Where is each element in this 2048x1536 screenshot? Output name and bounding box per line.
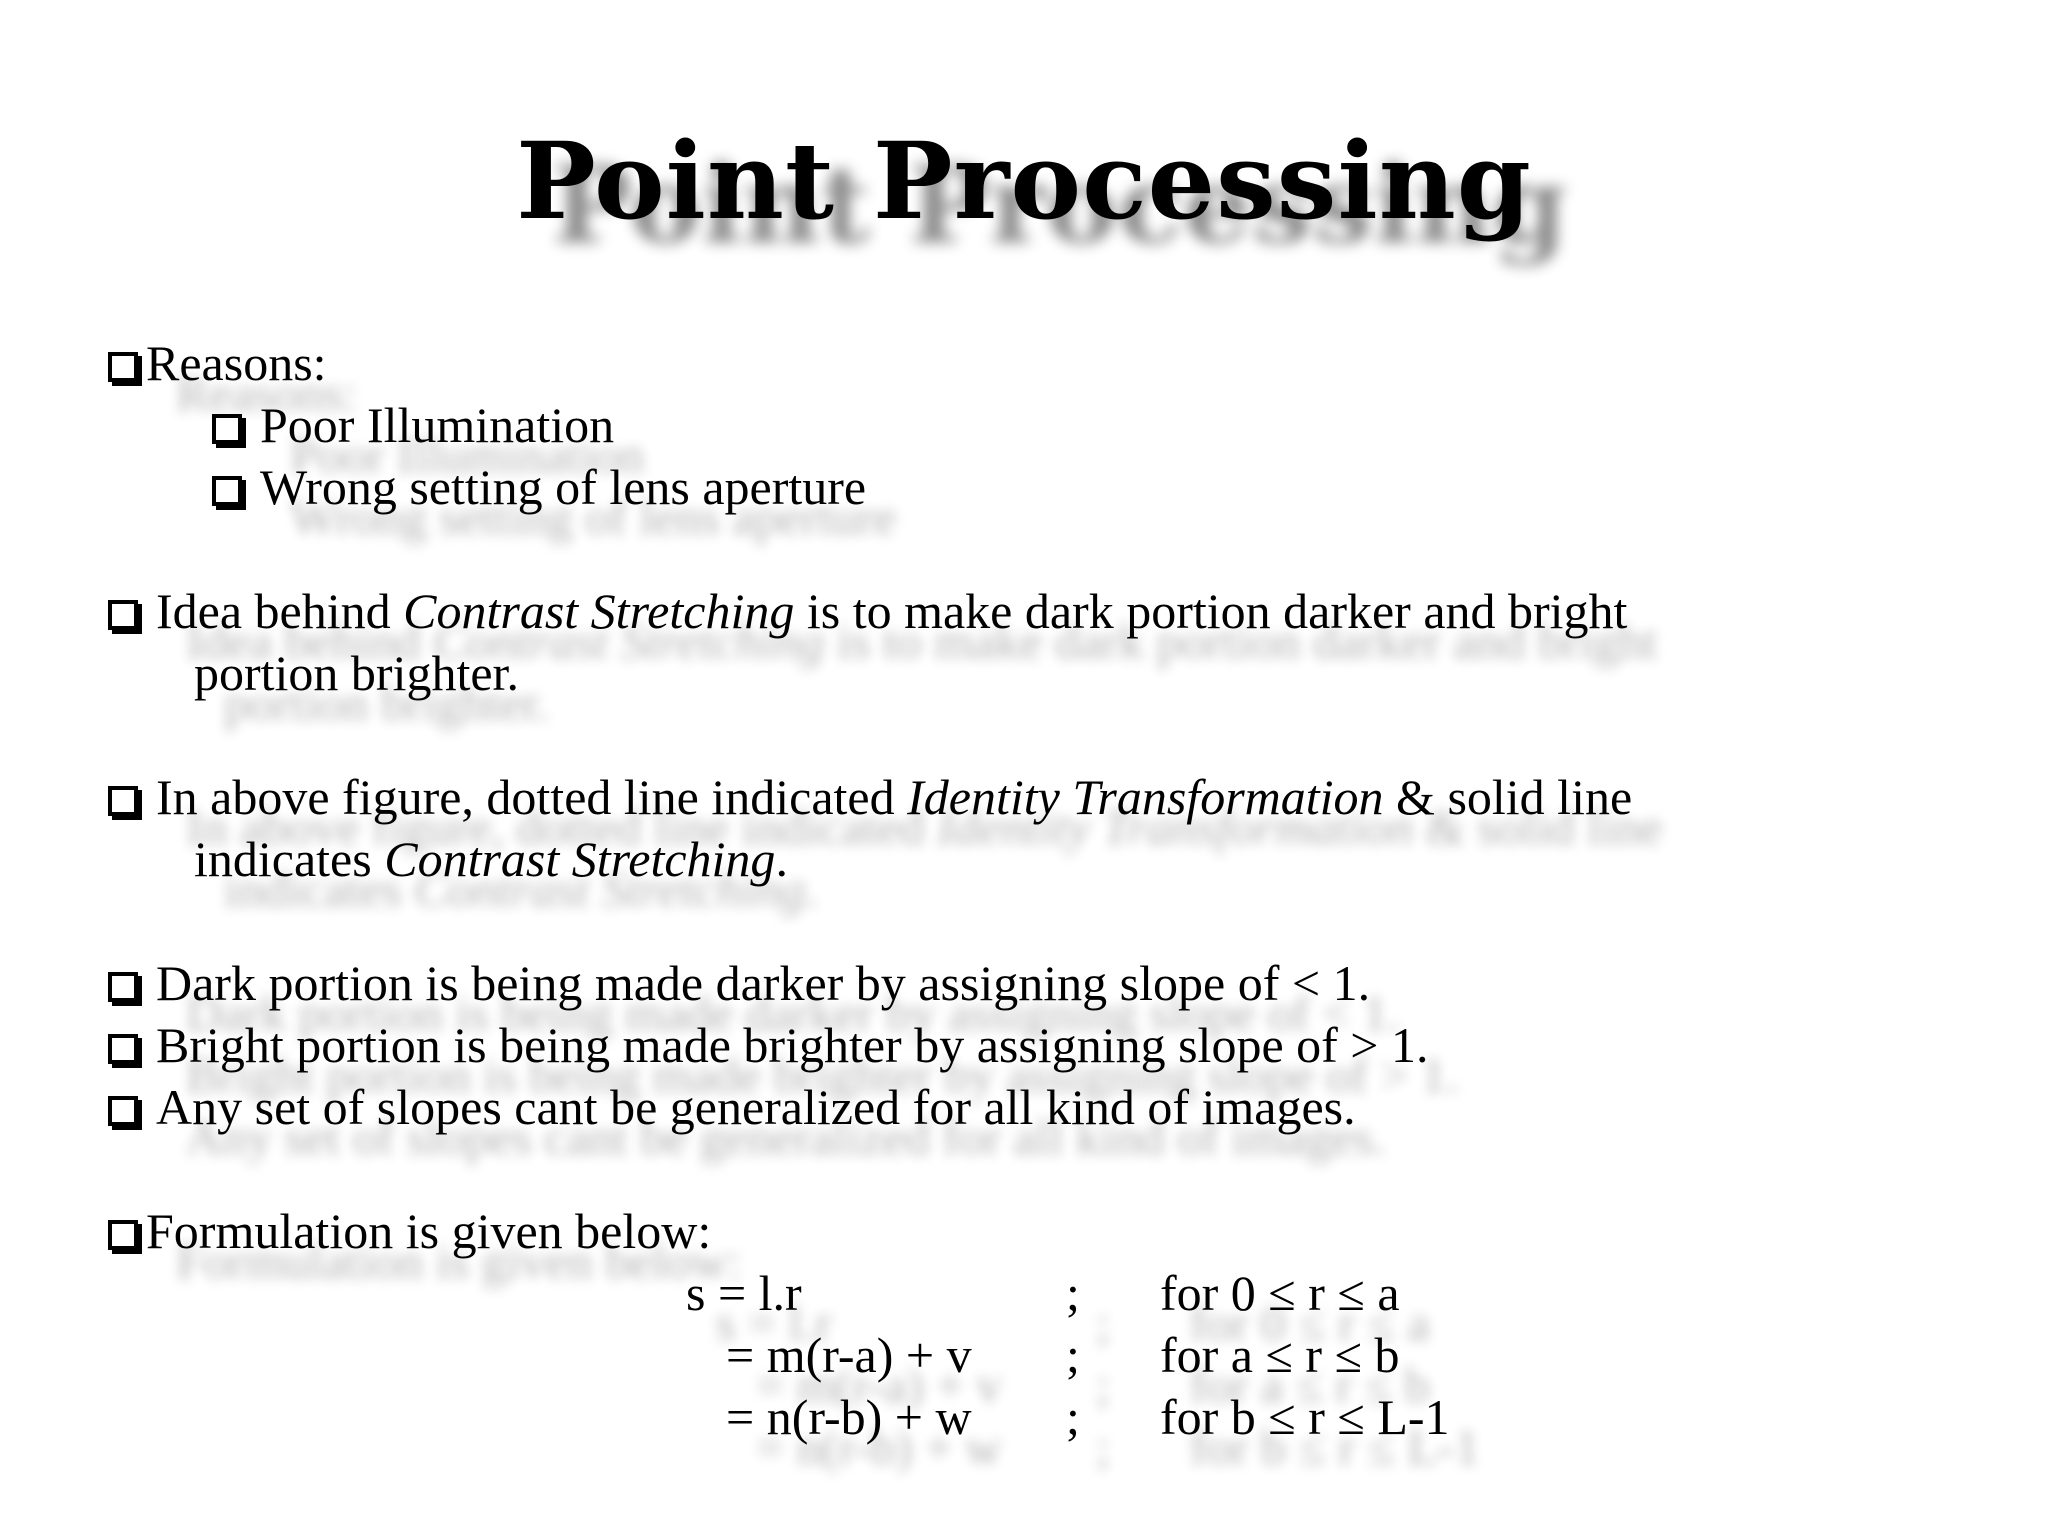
figure-pre: In above figure, dotted line indicated <box>156 769 908 825</box>
figure-term-identity: Identity Transformation <box>907 769 1384 825</box>
idea-line <box>108 580 1627 642</box>
reasons-heading: Reasons: <box>146 335 327 391</box>
idea-continuation: portion brighter. <box>194 645 519 701</box>
reasons-heading-line <box>108 332 327 394</box>
figure-cont-pre: indicates <box>194 831 385 887</box>
formula-condition: for b ≤ r ≤ L-1 <box>1160 1389 1450 1445</box>
checkbox-bullet-icon <box>108 1096 138 1126</box>
figure-mid: & solid line <box>1383 769 1633 825</box>
formula-expr: = n(r-b) + w <box>726 1389 972 1445</box>
formula-expr: s = l.r <box>686 1265 802 1321</box>
figure-line <box>108 766 1632 828</box>
checkbox-bullet-icon <box>108 352 138 382</box>
figure-cont-post: . <box>775 831 788 887</box>
slope-item-text: Bright portion is being made brighter by assigning slope of > 1. <box>156 1017 1429 1073</box>
checkbox-bullet-icon <box>108 1034 138 1064</box>
reason-item <box>212 394 614 456</box>
checkbox-bullet-icon <box>212 414 242 444</box>
slope-item <box>108 952 1370 1014</box>
formulation-heading: Formulation is given below: <box>146 1203 712 1259</box>
reason-item-label: Poor Illumination <box>260 397 615 453</box>
formula-sep: ; <box>1066 1389 1080 1445</box>
slope-item-text: Any set of slopes cant be generalized for all kind of images. <box>156 1079 1356 1135</box>
idea-post: is to make dark portion darker and bright <box>794 583 1628 639</box>
figure-term-contrast: Contrast Stretching <box>384 831 776 887</box>
formula-sep: ; <box>1066 1265 1080 1321</box>
checkbox-bullet-icon <box>212 476 242 506</box>
checkbox-bullet-icon <box>108 972 138 1002</box>
slide-title: Point Processing <box>516 118 1532 243</box>
idea-pre: Idea behind <box>156 583 404 639</box>
checkbox-bullet-icon <box>108 600 138 630</box>
reason-item-label: Wrong setting of lens aperture <box>260 459 867 515</box>
formula-condition: for a ≤ r ≤ b <box>1160 1327 1400 1383</box>
reason-item <box>212 456 866 518</box>
checkbox-bullet-icon <box>108 1220 138 1250</box>
formula-expr: = m(r-a) + v <box>726 1327 972 1383</box>
figure-continuation <box>194 828 788 890</box>
formula-sep: ; <box>1066 1327 1080 1383</box>
slope-item-text: Dark portion is being made darker by assigning slope of < 1. <box>156 955 1371 1011</box>
formula-condition: for 0 ≤ r ≤ a <box>1160 1265 1400 1321</box>
slope-item <box>108 1076 1356 1138</box>
idea-term: Contrast Stretching <box>403 583 795 639</box>
checkbox-bullet-icon <box>108 786 138 816</box>
formulation-heading-line <box>108 1200 711 1262</box>
slope-item <box>108 1014 1429 1076</box>
